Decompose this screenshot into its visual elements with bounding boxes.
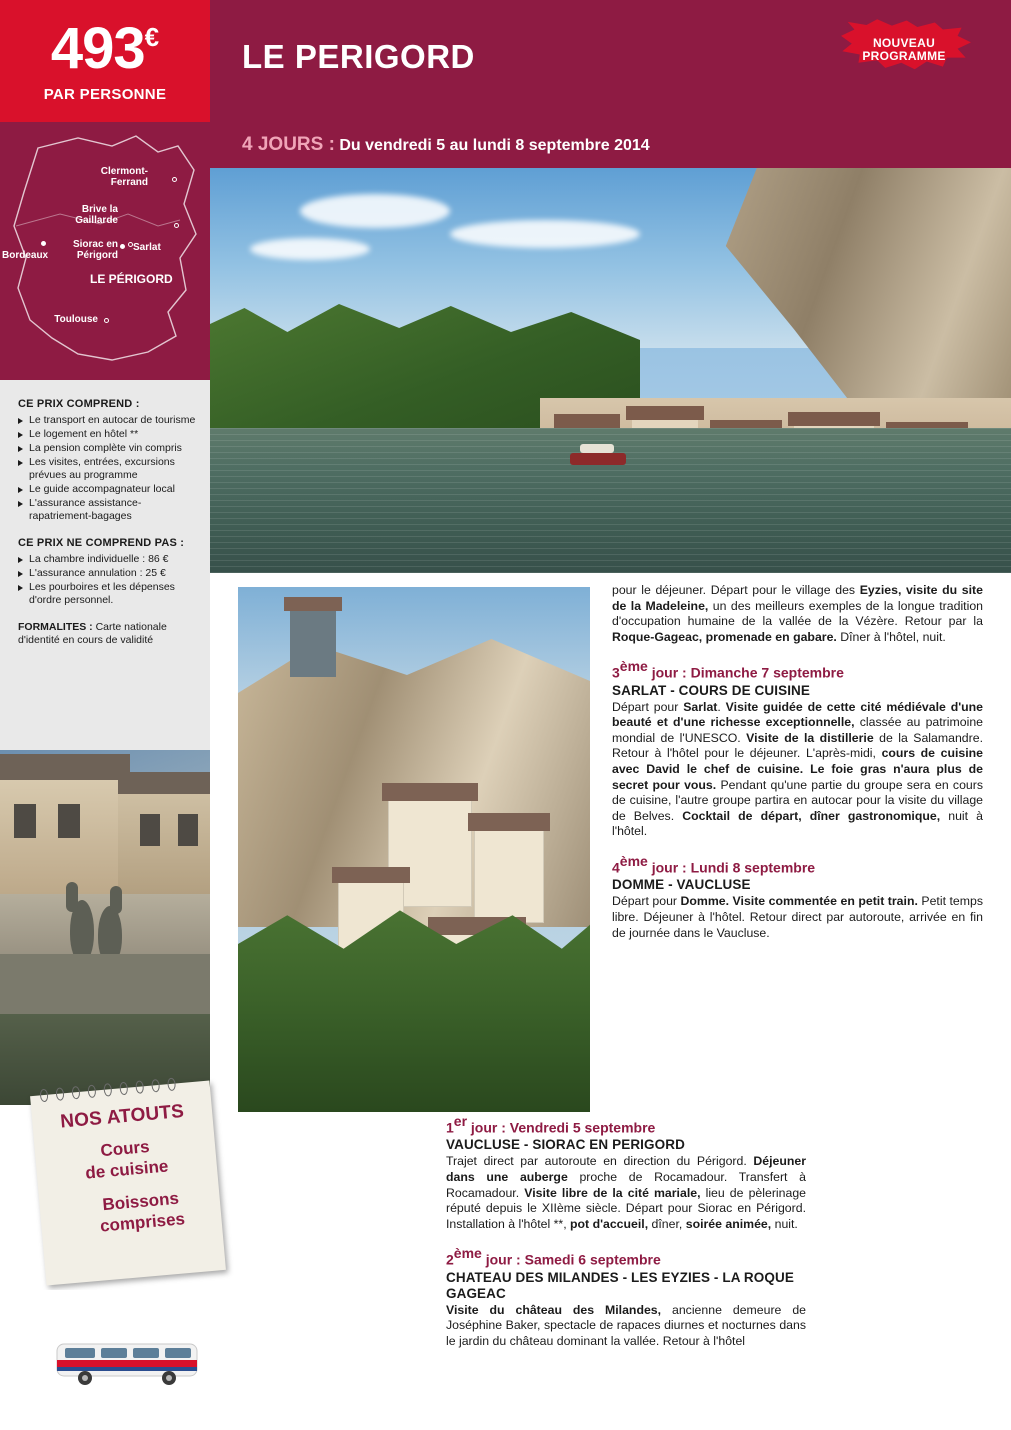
text-run: lieu de pèlerinage réputé depuis le XIIème siècle. Départ pour Siorac en Périgord. Installation à l'hôtel **,: [446, 1185, 807, 1231]
text-run: de la Salamandre. Retour à l'hôtel pour le déjeuner. L'après-midi,: [612, 730, 983, 761]
text-run-bold: cours de cuisine avec David le chef de cuisine. Le foie gras n'aura plus de secret pour vous.: [612, 746, 983, 792]
bus-icon: [55, 1338, 205, 1390]
text-run: pour le déjeuner. Départ pour le village des: [612, 583, 860, 597]
program-right-column: [612, 583, 983, 941]
day-4-number: 4: [612, 859, 620, 876]
text-run-bold: pot d'accueil,: [570, 1216, 649, 1231]
day-2-exp: ème: [453, 1245, 482, 1262]
text-run-bold: Visite guidée de cette cité médiévale d'une beauté et d'une richesse exceptionnelle,: [612, 699, 983, 730]
day-1-block: [446, 1113, 806, 1232]
day-1-title: [446, 1113, 806, 1137]
hero-photo-roque-gageac: [210, 168, 1011, 573]
map-city-clermont-ferrand: Clermont-Ferrand: [100, 166, 148, 188]
map-city-bordeaux: Bordeaux: [2, 250, 49, 261]
map-dot-clermont-ferrand: [172, 177, 177, 182]
boat-canopy-icon: [580, 444, 614, 453]
includes-list: [18, 414, 198, 523]
includes-title: CE PRIX COMPREND :: [18, 398, 140, 410]
excludes-list: [18, 553, 198, 607]
price-amount: 493: [50, 15, 145, 81]
day-3-body: [612, 700, 983, 840]
dates-label: Du vendredi 5 au lundi 8 septembre 2014: [339, 137, 650, 154]
date-bar-inner: [242, 134, 650, 156]
cloud-icon: [300, 194, 450, 228]
text-run-bold: Domme. Visite commentée en petit train.: [680, 894, 918, 909]
list-item: Le logement en hôtel **: [18, 428, 198, 441]
map-region-label: LE PÉRIGORD: [90, 272, 173, 286]
day-4-subtitle: DOMME - VAUCLUSE: [612, 877, 751, 893]
atouts-note: [30, 1081, 226, 1286]
text-run: .: [717, 699, 726, 714]
day-4-exp: ème: [619, 853, 648, 870]
price-currency: €: [144, 21, 160, 52]
day-4-title: [612, 853, 983, 877]
day-4-body: [612, 894, 983, 941]
atout-line-4: comprises: [99, 1209, 186, 1236]
map-france: [0, 122, 210, 380]
atout-line-3: Boissons: [101, 1188, 180, 1215]
badge-text: [837, 18, 971, 82]
text-run: nuit à l'hôtel.: [612, 808, 983, 839]
map-dot-siorac: [120, 244, 125, 249]
text-run: Dîner à l'hôtel, nuit.: [836, 629, 946, 644]
text-run: ancienne demeure de Joséphine Baker, spectacle de rapaces diurnes et nocturnes dans le jardin du château dominant la vallée. Retour à l'hôtel: [446, 1302, 806, 1348]
page-header: [210, 0, 1011, 122]
day-2-subtitle: CHATEAU DES MILANDES - LES EYZIES - LA ROQUE GAGEAC: [446, 1269, 794, 1301]
roca-building-roof: [468, 813, 550, 831]
list-item: Le transport en autocar de tourisme: [18, 414, 198, 427]
day-1-title-rest: jour : Vendredi 5 septembre: [467, 1119, 656, 1136]
text-run: Départ pour: [612, 894, 681, 909]
text-run-bold: Visite libre de la cité mariale,: [524, 1185, 701, 1200]
list-item: Les pourboires et les dépenses d'ordre personnel.: [18, 581, 198, 607]
status-badge: [837, 18, 971, 82]
text-run-bold: Visite du château des Milandes,: [446, 1302, 662, 1317]
formalites-block: [18, 621, 198, 647]
page-title: LE PERIGORD: [242, 38, 475, 75]
map-dot-brive: [174, 223, 179, 228]
price-per-person: PAR PERSONNE: [43, 85, 167, 103]
paragraph-continuation: [612, 583, 983, 645]
boat-icon: [570, 453, 626, 465]
text-run-bold: Sarlat: [683, 699, 718, 714]
price-includes-panel: [0, 380, 210, 750]
text-run: Petit temps libre. Déjeuner à l'hôtel. Retour direct par autoroute, arrivée en fin de journée dans le Vaucluse.: [612, 894, 983, 940]
day-2-number: 2: [446, 1251, 454, 1268]
duration-label: 4 JOURS :: [242, 134, 335, 155]
text-run: proche de Rocamadour. Transfert à Rocamadour.: [446, 1169, 807, 1200]
day-2-title-rest: jour : Samedi 6 septembre: [481, 1251, 661, 1268]
main-content: [210, 573, 1011, 1430]
badge-line-1: NOUVEAU: [872, 36, 936, 50]
list-item: Le guide accompagnateur local: [18, 483, 198, 496]
badge-line-2: PROGRAMME: [862, 49, 946, 63]
atouts-title: NOS ATOUTS: [59, 1100, 185, 1133]
left-column: [0, 0, 210, 1430]
day-2-title: [446, 1245, 806, 1269]
roca-building-roof: [332, 867, 410, 883]
day-3-exp: ème: [619, 658, 648, 675]
text-run: dîner,: [648, 1216, 686, 1231]
day-2-block: [446, 1245, 806, 1349]
text-run-bold: Cocktail de départ, dîner gastronomique,: [682, 808, 941, 823]
text-run: nuit.: [771, 1216, 798, 1231]
day-2-body: [446, 1303, 806, 1350]
text-run: Pendant qu'une partie du groupe sera en cours de cuisine, l'autre groupe partira en autocar pour la visite du village de Belves.: [612, 777, 983, 823]
roca-building: [474, 827, 544, 923]
list-item: La pension complète vin compris: [18, 442, 198, 455]
list-item: La chambre individuelle : 86 €: [18, 553, 198, 566]
text-run: Trajet direct par autoroute en direction du Périgord.: [446, 1154, 754, 1169]
day-3-title: [612, 658, 983, 682]
text-run-bold: Visite de la distillerie: [746, 730, 874, 745]
text-run-bold: soirée animée,: [685, 1216, 772, 1231]
map-city-toulouse: Toulouse: [54, 314, 98, 325]
photo-rocamadour: [238, 587, 590, 1112]
list-item: L'assurance annulation : 25 €: [18, 567, 198, 580]
cloud-icon: [450, 220, 640, 248]
day-3-subtitle: SARLAT - COURS DE CUISINE: [612, 682, 811, 698]
map-dot-toulouse: [104, 318, 109, 323]
map-city-sarlat: Sarlat: [133, 242, 161, 253]
day-3-number: 3: [612, 664, 620, 681]
text-run: Départ pour: [612, 699, 684, 714]
text-run-bold: Roque-Gageac, promenade en gabare.: [612, 629, 837, 644]
date-bar: [210, 122, 1011, 168]
atout-line-2: de cuisine: [84, 1156, 170, 1183]
photo-geese-sculpture: [0, 750, 210, 1105]
text-run: classée au patrimoine mondial de l'UNESCO.: [612, 715, 983, 745]
formalites-text: Carte nationale d'identité en cours de validité: [18, 621, 167, 646]
roca-castle: [290, 607, 336, 677]
cloud-icon: [250, 238, 370, 260]
roca-building-roof: [382, 783, 478, 801]
map-city-siorac: Siorac en Périgord: [72, 239, 118, 261]
day-1-body: [446, 1154, 806, 1232]
text-run-bold: Déjeuner dans une auberge: [446, 1154, 806, 1184]
map-dot-bordeaux: [41, 241, 46, 246]
excludes-title: CE PRIX NE COMPREND PAS :: [18, 537, 185, 549]
atout-line-1: Cours: [99, 1137, 151, 1161]
day-4-title-rest: jour : Lundi 8 septembre: [647, 859, 816, 876]
list-item: L'assurance assistance-rapatriement-bagages: [18, 497, 198, 523]
text-run: un des meilleurs exemples de la longue tradition d'occupation humaine de la vallée de la Vézère. Retour par la: [612, 598, 984, 629]
roca-castle-roof: [284, 597, 342, 611]
day-3-title-rest: jour : Dimanche 7 septembre: [647, 664, 844, 681]
day-1-number: 1: [446, 1119, 454, 1136]
list-item: Les visites, entrées, excursions prévues au programme: [18, 456, 198, 482]
day-3-block: [612, 658, 983, 840]
day-4-block: [612, 853, 983, 941]
formalites-label: FORMALITES :: [18, 621, 93, 633]
day-1-subtitle: VAUCLUSE - SIORAC EN PERIGORD: [446, 1137, 685, 1153]
price-row: [50, 15, 160, 81]
day-1-exp: er: [453, 1113, 468, 1129]
photo-coach-bus: [0, 1290, 210, 1430]
map-city-brive: Brive la Gaillarde: [75, 204, 118, 226]
price-box: [0, 0, 210, 122]
text-run-bold: Eyzies, visite du site de la Madeleine,: [612, 583, 983, 613]
program-bottom-left-column: [446, 1113, 806, 1349]
